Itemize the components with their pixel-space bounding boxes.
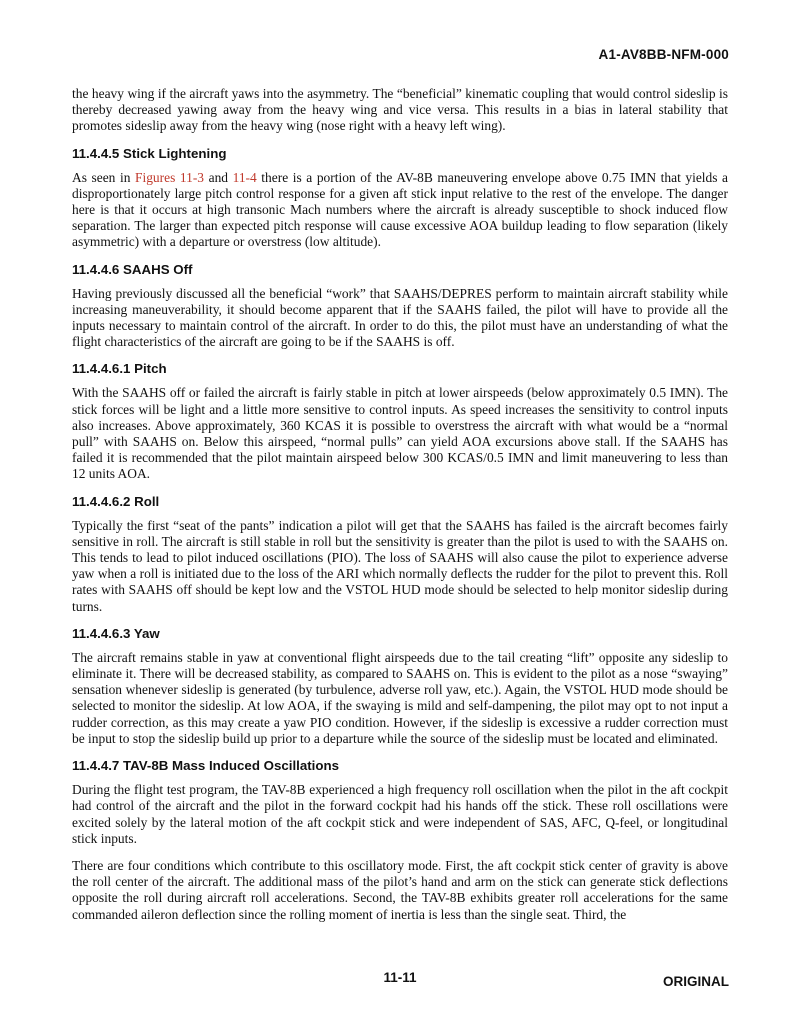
- mass-oscillations-paragraph-2: There are four conditions which contribute to this oscillatory mode. First, the aft cockpit stick center of gravity is above the roll center of the aircraft. The additional mass of the pilot’s hand and arm on the stick can generate stick deflections opposite the roll during aircraft roll accelerations. Second, the TAV-8B exhibits greater roll accelerations for the same commanded aileron deflection since the rolling moment of inertia is less than the single seat. Third, the: [72, 857, 728, 922]
- heading-roll: 11.4.4.6.2 Roll: [72, 493, 160, 509]
- pitch-paragraph: With the SAAHS off or failed the aircraft is fairly stable in pitch at lower airspeeds (below approximately 0.5 IMN). The stick forces will be light and a little more sensitive to control inputs. As speed increases the sensitivity to control inputs also increases. Above approximately, 360 KCAS it is possible to overstress the aircraft with what would be a “normal pull” with SAAHS on. Below this airspeed, “normal pulls” can yield AOA excursions above stall. If the SAAHS has failed it is recommended that the pilot maintain airspeed below 300 KCAS/0.5 IMN and limit maneuvering to less than 12 units AOA.: [72, 385, 728, 482]
- heading-mass-induced-oscillations: 11.4.4.7 TAV-8B Mass Induced Oscillations: [72, 758, 340, 774]
- intro-paragraph: the heavy wing if the aircraft yaws into the asymmetry. The “beneficial” kinematic coupling that would control sideslip is thereby decreased yawing away from the heavy wing and vice versa. This results in a bias in lateral stability that promotes sideslip away from the heavy wing (nose right with a heavy left wing).: [72, 86, 728, 134]
- heading-yaw: 11.4.4.6.3 Yaw: [72, 625, 160, 641]
- page-content: [72, 86, 728, 934]
- figure-11-4-link[interactable]: 11-4: [232, 169, 257, 185]
- heading-stick-lightening: 11.4.4.5 Stick Lightening: [72, 145, 227, 161]
- heading-saahs-off: 11.4.4.6 SAAHS Off: [72, 261, 193, 277]
- yaw-paragraph: The aircraft remains stable in yaw at conventional flight airspeeds due to the tail creating “lift” opposite any sideslip to eliminate it. There will be decreased stability, as compared to SAAHS on. This is evident to the pilot as a nose “swaying” sensation whenever sideslip is generated (by turbulence, adverse roll yaw, etc.). Again, the VSTOL HUD mode should be selected to monitor the sideslip. At low AOA, if the swaying is mild and self-dampening, the pilot may opt to not input a rudder correction, as this may create a yaw PIO condition. However, if the sideslip is excessive a rudder correction must be input to stop the sideslip build up prior to a departure while the source of the sideslip must be located and eliminated.: [72, 649, 728, 746]
- page-number: 11-11: [383, 970, 417, 985]
- figure-11-3-link[interactable]: Figures 11-3: [135, 169, 205, 185]
- revision-status: ORIGINAL: [663, 974, 729, 989]
- stick-lightening-paragraph: [72, 170, 728, 251]
- text-segment: and: [204, 169, 233, 185]
- mass-oscillations-paragraph-1: During the flight test program, the TAV-8B experienced a high frequency roll oscillation when the pilot in the aft cockpit had control of the aircraft and the pilot in the forward cockpit had his hands off the stick. These roll oscillations were excited solely by the lateral motion of the aft cockpit stick and were independent of SAS, AFC, Q-feel, or longitudinal stick inputs.: [72, 782, 728, 846]
- text-segment: As seen in: [72, 169, 135, 185]
- heading-pitch: 11.4.4.6.1 Pitch: [72, 361, 167, 377]
- document-id: A1-AV8BB-NFM-000: [598, 47, 729, 62]
- text-segment: there is a portion of the AV-8B maneuvering envelope above 0.75 IMN that yields a disproportionately large pitch control response for a given aft stick input relative to the rest of the envelope. The danger here is that it occurs at high transonic Mach numbers where the aircraft is already susceptible to shock induced flow separation. The larger than expected pitch response will cause excessive AOA buildup leading to flow separation (likely asymmetric) with a departure or overstress (low altitude).: [72, 169, 729, 250]
- saahs-off-paragraph: Having previously discussed all the beneficial “work” that SAAHS/DEPRES perform to maintain aircraft stability while increasing maneuverability, it should become apparent that if the SAAHS failed, the pilot will have to provide all the inputs necessary to maintain control of the aircraft. In order to do this, the pilot must have an understanding of what the flight characteristics of the aircraft are going to be if the SAAHS is off.: [72, 285, 728, 350]
- roll-paragraph: Typically the first “seat of the pants” indication a pilot will get that the SAAHS has failed is the aircraft becomes fairly sensitive in roll. The aircraft is still stable in roll but the sensitivity is greater than the pilot is used to with the SAAHS on. This tends to lead to pilot induced oscillations (PIO). The loss of SAAHS will also cause the pilot to experience adverse yaw when a roll is initiated due to the loss of the ARI which normally deflects the rudder for the pilot to prevent this. Roll rates with SAAHS off should be kept low and the VSTOL HUD mode should be selected to help monitor sideslip during turns.: [72, 517, 728, 614]
